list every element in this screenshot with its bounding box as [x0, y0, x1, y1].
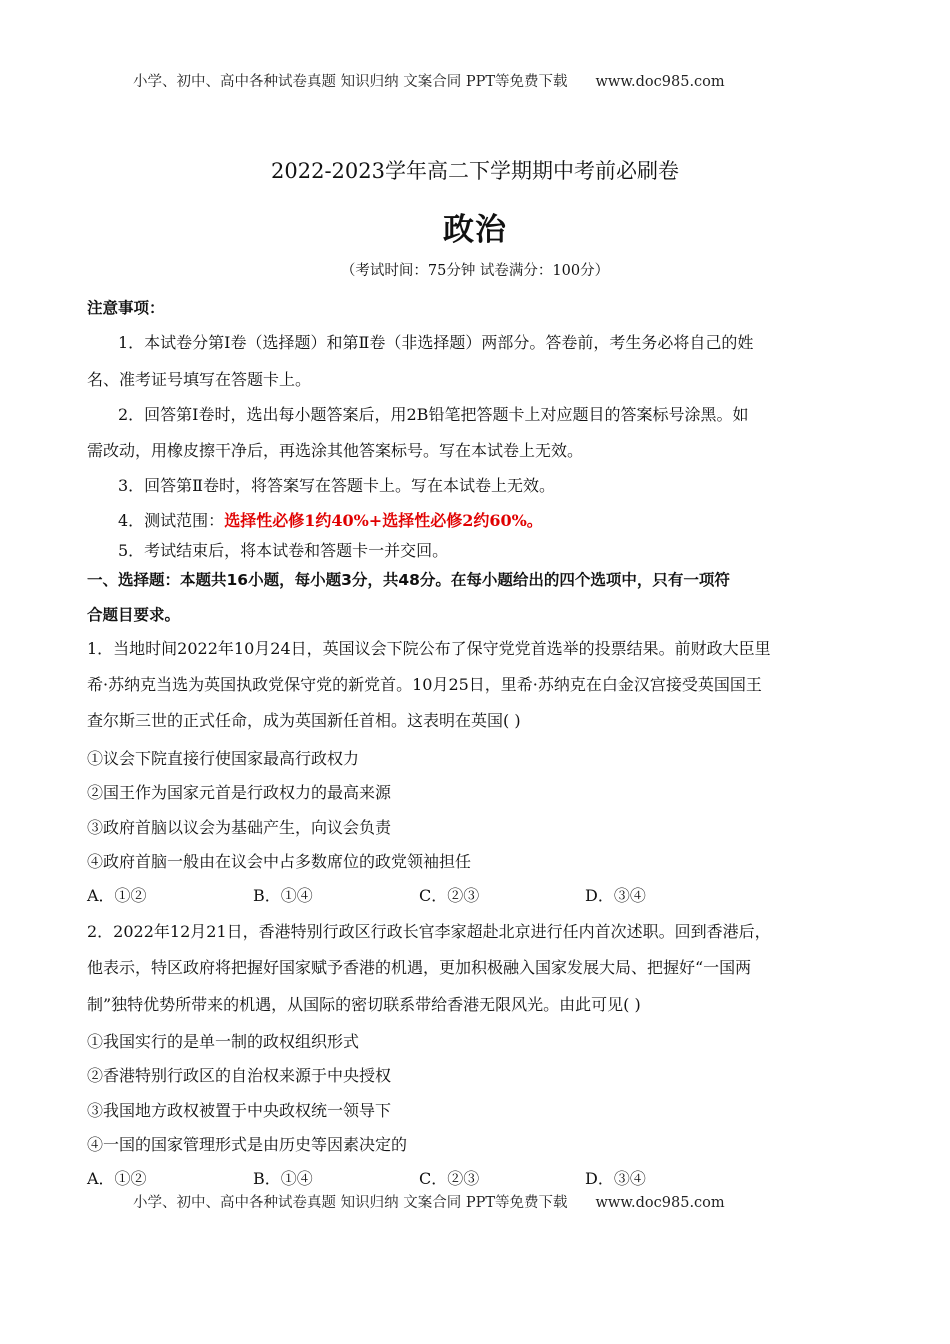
- q2-stem-line1: 2．2022年12月21日，香港特别行政区行政长官李家超赴北京进行任内首次述职。回到香港后，: [87, 922, 771, 941]
- subject-title: 政治: [443, 212, 507, 248]
- note-3: 3．回答第Ⅱ卷时，将答案写在答题卡上。写在本试卷上无效。: [118, 476, 556, 495]
- note-4-scope: 选择性必修1约40%+选择性必修2约60%。: [224, 511, 543, 530]
- q1-option-b: B．①④: [253, 886, 313, 905]
- q2-statement-3: ③我国地方政权被置于中央政权统一领导下: [87, 1101, 392, 1120]
- notes-heading: 注意事项：: [87, 299, 165, 317]
- q1-option-c: C．②③: [419, 886, 480, 905]
- note-4-prefix: 4．测试范围：: [118, 511, 225, 530]
- note-2-line2: 需改动，用橡皮擦干净后，再选涂其他答案标号。写在本试卷上无效。: [87, 441, 584, 460]
- q1-statement-3: ③政府首脑以议会为基础产生，向议会负责: [87, 818, 392, 837]
- q1-statement-4: ④政府首脑一般由在议会中占多数席位的政党领袖担任: [87, 852, 472, 871]
- q2-option-a: A．①②: [87, 1169, 147, 1188]
- note-2-line1: 2．回答第Ⅰ卷时，选出每小题答案后，用2B铅笔把答题卡上对应题目的答案标号涂黑。如: [118, 405, 749, 424]
- note-1-line2: 名、准考证号填写在答题卡上。: [87, 370, 312, 389]
- q2-statement-4: ④一国的国家管理形式是由历史等因素决定的: [87, 1135, 408, 1154]
- page-footer: [133, 1191, 725, 1212]
- q2-statement-1: ①我国实行的是单一制的政权组织形式: [87, 1032, 360, 1051]
- q1-stem-line1: 1．当地时间2022年10月24日，英国议会下院公布了保守党党首选举的投票结果。前财政大臣里: [87, 639, 771, 658]
- q1-statement-2: ②国王作为国家元首是行政权力的最高来源: [87, 783, 392, 802]
- q1-statement-1: ①议会下院直接行使国家最高行政权力: [87, 749, 360, 768]
- q2-option-d: D．③④: [585, 1169, 646, 1188]
- footer-site: www.doc985.com: [595, 1195, 725, 1211]
- q1-option-d: D．③④: [585, 886, 646, 905]
- note-1-line1: 1．本试卷分第Ⅰ卷（选择题）和第Ⅱ卷（非选择题）两部分。答卷前，考生务必将自己的姓: [118, 333, 754, 352]
- q2-options: [87, 1166, 646, 1189]
- q1-stem-line3: 查尔斯三世的正式任命，成为英国新任首相。这表明在英国( ): [87, 711, 521, 730]
- exam-meta: （考试时间：75分钟 试卷满分：100分）: [340, 263, 610, 279]
- q2-statement-2: ②香港特别行政区的自治权来源于中央授权: [87, 1066, 392, 1085]
- q2-option-b: B．①④: [253, 1169, 313, 1188]
- header-text: 小学、初中、高中各种试卷真题 知识归纳 文案合同 PPT等免费下载: [133, 74, 568, 90]
- q1-options: [87, 883, 646, 906]
- q2-stem-line2: 他表示，特区政府将把握好国家赋予香港的机遇，更加积极融入国家发展大局、把握好“一国两: [87, 958, 752, 977]
- page-header: [133, 70, 725, 91]
- section-1-line2: 合题目要求。: [87, 606, 181, 624]
- exam-title: 2022-2023学年高二下学期期中考前必刷卷: [271, 159, 679, 183]
- footer-text: 小学、初中、高中各种试卷真题 知识归纳 文案合同 PPT等免费下载: [133, 1195, 568, 1211]
- q2-option-c: C．②③: [419, 1169, 480, 1188]
- q1-option-a: A．①②: [87, 886, 147, 905]
- header-site: www.doc985.com: [595, 74, 725, 90]
- q1-stem-line2: 希·苏纳克当选为英国执政党保守党的新党首。10月25日，里希·苏纳克在白金汉宫接受英国国王: [87, 675, 762, 694]
- note-5: 5．考试结束后，将本试卷和答题卡一并交回。: [118, 541, 449, 560]
- q2-stem-line3: 制”独特优势所带来的机遇，从国际的密切联系带给香港无限风光。由此可见( ): [87, 995, 641, 1014]
- note-4: [118, 508, 543, 531]
- section-1-line1: 一、选择题：本题共16小题，每小题3分，共48分。在每小题给出的四个选项中，只有一项符: [87, 571, 730, 589]
